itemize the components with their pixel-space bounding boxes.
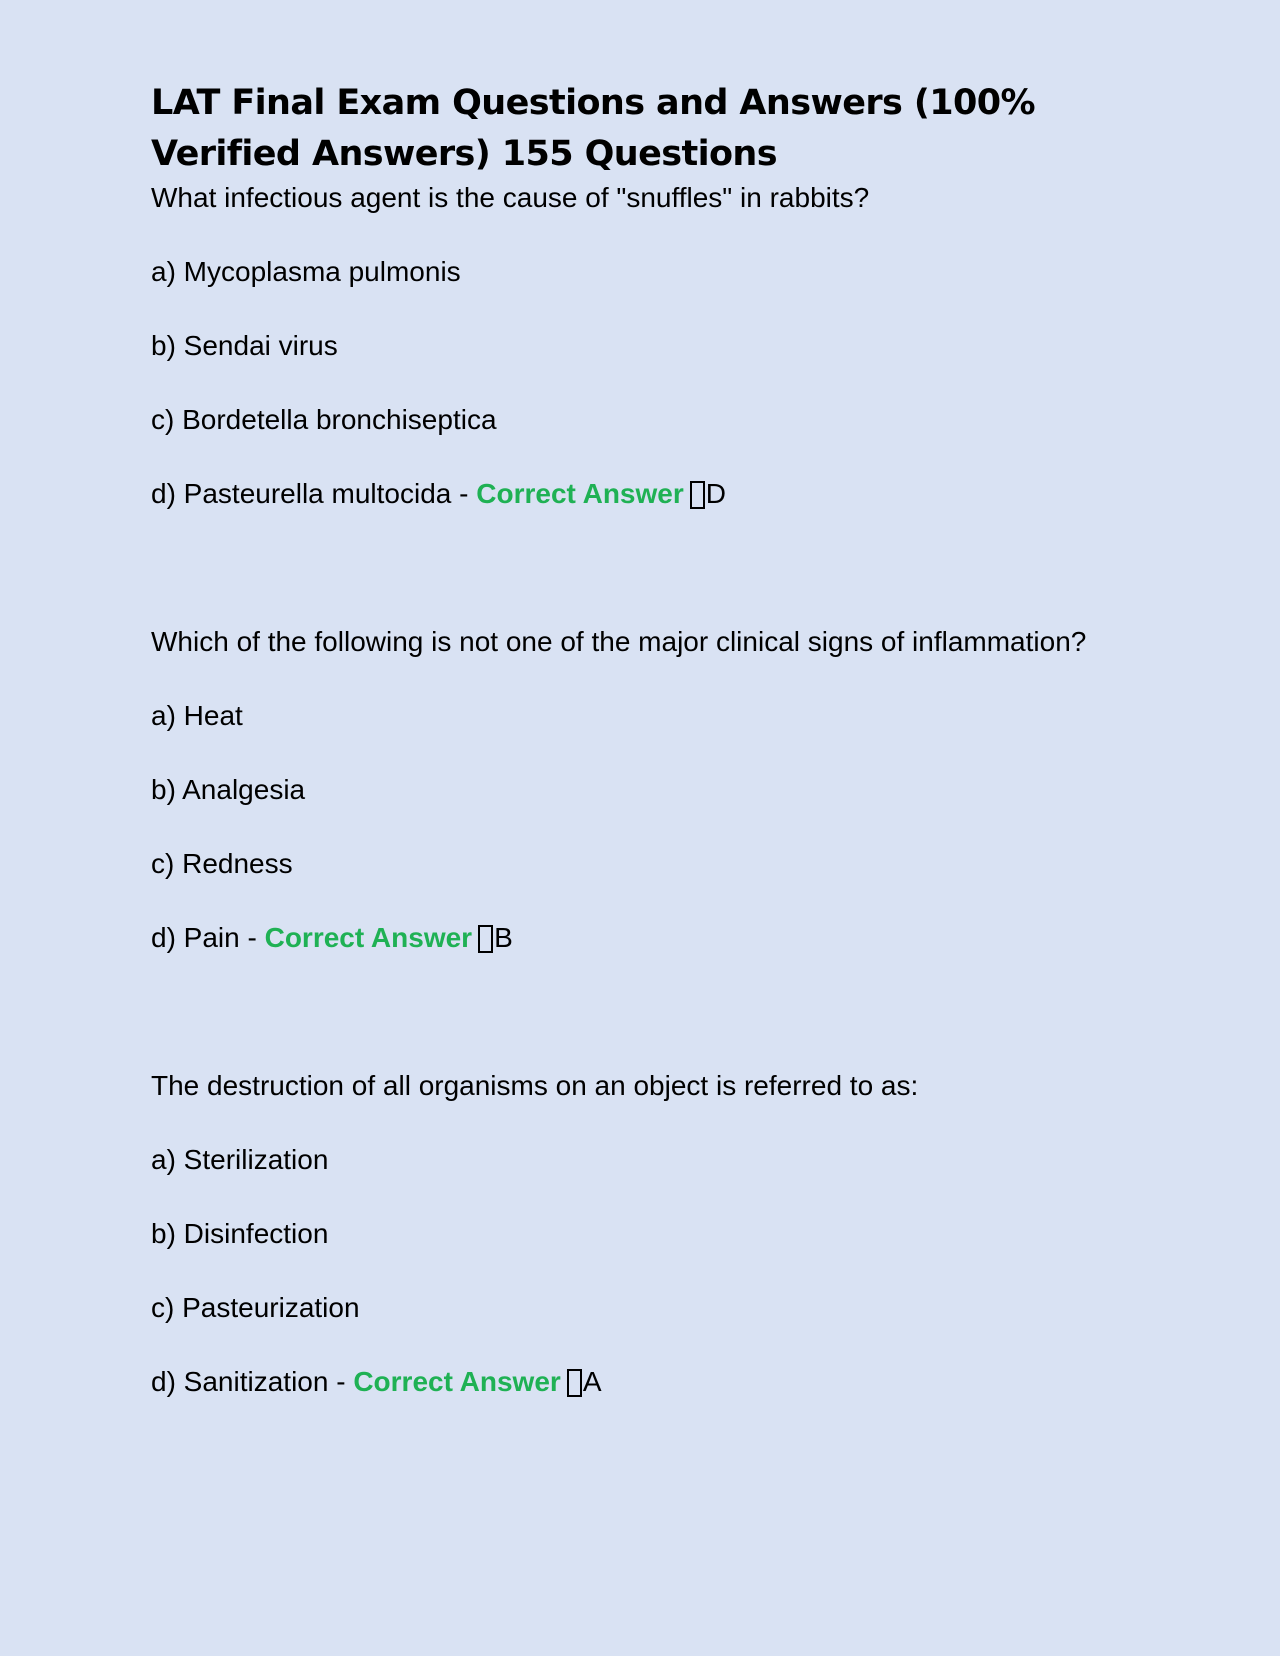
question-text: The destruction of all organisms on an object is referred to as: [151,1070,919,1101]
option-a: a) Sterilization [151,1144,329,1175]
question-text: Which of the following is not one of the major clinical signs of inflammation? [151,626,1087,657]
option-b: b) Sendai virus [151,330,338,361]
question-block-1 [151,180,1140,511]
correct-answer-label: Correct Answer [264,922,473,953]
question-text: What infectious agent is the cause of "snuffles" in rabbits? [151,182,870,213]
option-c: c) Redness [151,848,293,879]
option-b: b) Analgesia [151,774,306,805]
correct-answer-label: Correct Answer [476,478,684,509]
option-d-answer-line [151,920,1140,955]
question-block-2 [151,624,1140,955]
correct-answer-letter: B [494,922,513,953]
correct-answer-letter: A [582,1366,602,1397]
option-d: d) Pain - [151,922,257,953]
option-d: d) Sanitization - [151,1366,346,1397]
option-d-answer-line [151,1364,1140,1399]
correct-answer-letter: D [705,478,726,509]
option-d: d) Pasteurella multocida - [151,478,469,509]
option-a: a) Mycoplasma pulmonis [151,256,461,287]
missing-glyph-box-icon [478,925,493,953]
question-block-3 [151,1068,1140,1399]
option-c: c) Pasteurization [151,1292,360,1323]
missing-glyph-box-icon [690,481,705,509]
option-a: a) Heat [151,700,243,731]
option-b: b) Disinfection [151,1218,329,1249]
correct-answer-label: Correct Answer [353,1366,561,1397]
missing-glyph-box-icon [567,1369,582,1397]
option-c: c) Bordetella bronchiseptica [151,404,497,435]
document-title: LAT Final Exam Questions and Answers (100% Verified Answers) 155 Questions [151,83,1035,174]
option-d-answer-line [151,476,1140,511]
